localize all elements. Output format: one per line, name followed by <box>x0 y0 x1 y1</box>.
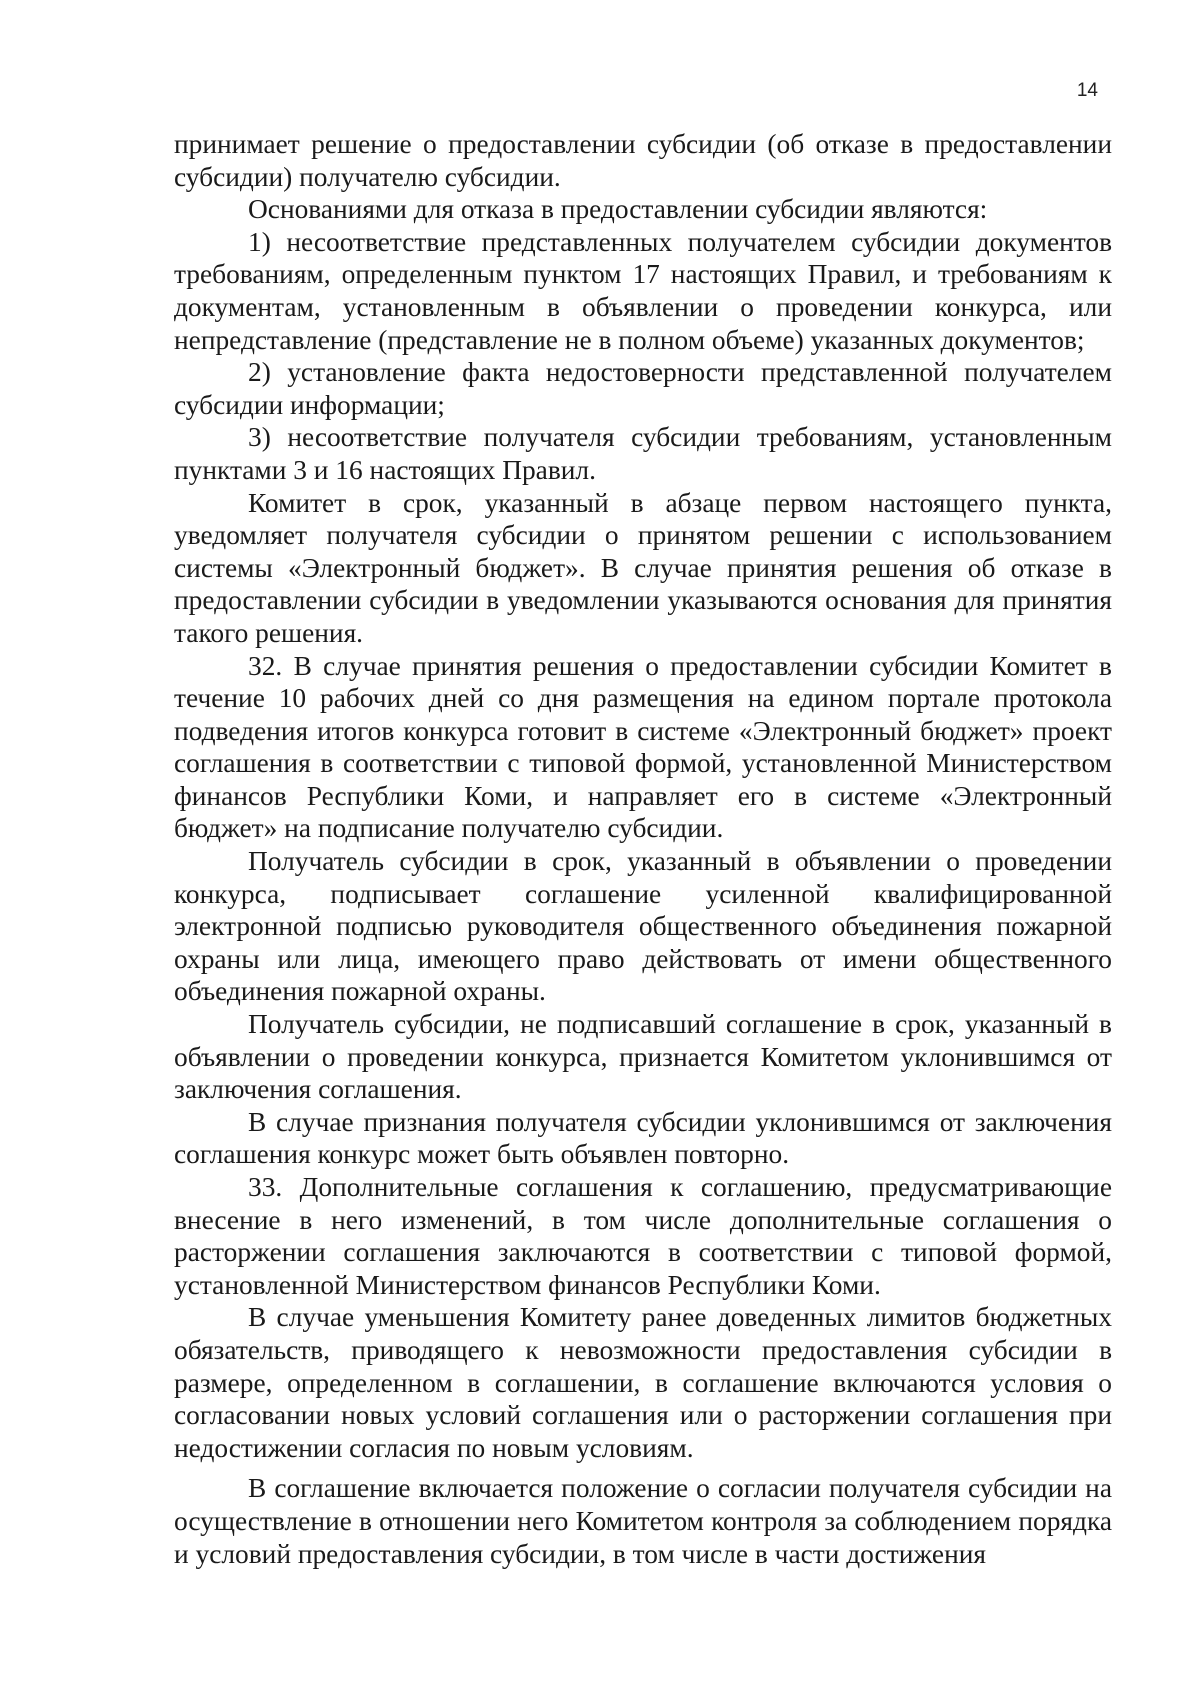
paragraph-refusal-ground-1: 1) несоответствие представленных получателем субсидии документов требованиям, определенным пунктом 17 настоящих Правил, и требованиям к документам, установленным в объявлении о проведении конкурса, или непредставление (представление не в полном объеме) указанных документов; <box>174 226 1112 355</box>
paragraph-decision-continuation: принимает решение о предоставлении субсидии (об отказе в предоставлении субсидии) получателю субсидии. <box>174 129 1112 192</box>
paragraph-contest-repeat: В случае признания получателя субсидии уклонившимся от заключения соглашения конкурс может быть объявлен повторно. <box>174 1106 1112 1170</box>
paragraph-control-consent: В соглашение включается положение о согласии получателя субсидии на осуществление в отношении него Комитетом контроля за соблюдением порядка и условий предоставления субсидии, в том числе в части достижения <box>174 1473 1112 1569</box>
paragraph-clause-33: 33. Дополнительные соглашения к соглашению, предусматривающие внесение в него изменений, в том числе дополнительные соглашения о расторжении соглашения заключаются в соответствии с типовой формой, установленной Министерством финансов Республики Коми. <box>174 1172 1112 1300</box>
paragraph-refusal-ground-3: 3) несоответствие получателя субсидии требованиям, установленным пунктами 3 и 16 настоящих Правил. <box>174 422 1112 485</box>
paragraph-clause-32: 32. В случае принятия решения о предоставлении субсидии Комитет в течение 10 рабочих дней со дня размещения на едином портале протокола подведения итогов конкурса готовит в системе «Электронный бюджет» проект соглашения в соответствии с типовой формой, установленной Министерством финансов Республики Коми, и направляет его в системе «Электронный бюджет» на подписание получателю субсидии. <box>174 650 1112 844</box>
paragraph-committee-notification: Комитет в срок, указанный в абзаце первом настоящего пункта, уведомляет получателя субсидии о принятом решении с использованием системы «Электронный бюджет». В случае принятия решения об отказе в предоставлении субсидии в уведомлении указываются основания для принятия такого решения. <box>174 487 1112 648</box>
paragraph-recipient-signs: Получатель субсидии в срок, указанный в объявлении о проведении конкурса, подписывает соглашение усиленной квалифицированной электронной подписью руководителя общественного объединения пожарной охраны или лица, имеющего право действовать от имени общественного объединения пожарной охраны. <box>174 846 1112 1007</box>
page-number: 14 <box>1076 80 1098 101</box>
paragraph-limits-reduction: В случае уменьшения Комитету ранее доведенных лимитов бюджетных обязательств, приводящего к невозможности предоставления субсидии в размере, определенном в соглашении, в соглашение включаются условия о согласовании новых условий соглашения или о расторжении соглашения при недостижении согласия по новым условиям. <box>174 1302 1112 1463</box>
paragraph-refusal-ground-2: 2) установление факта недостоверности представленной получателем субсидии информации; <box>174 357 1112 420</box>
paragraph-refusal-grounds-intro: Основаниями для отказа в предоставлении субсидии являются: <box>248 194 988 225</box>
paragraph-recipient-evaded: Получатель субсидии, не подписавший соглашение в срок, указанный в объявлении о проведении конкурса, признается Комитетом уклонившимся от заключения соглашения. <box>174 1009 1112 1105</box>
document-body <box>174 128 1112 1570</box>
